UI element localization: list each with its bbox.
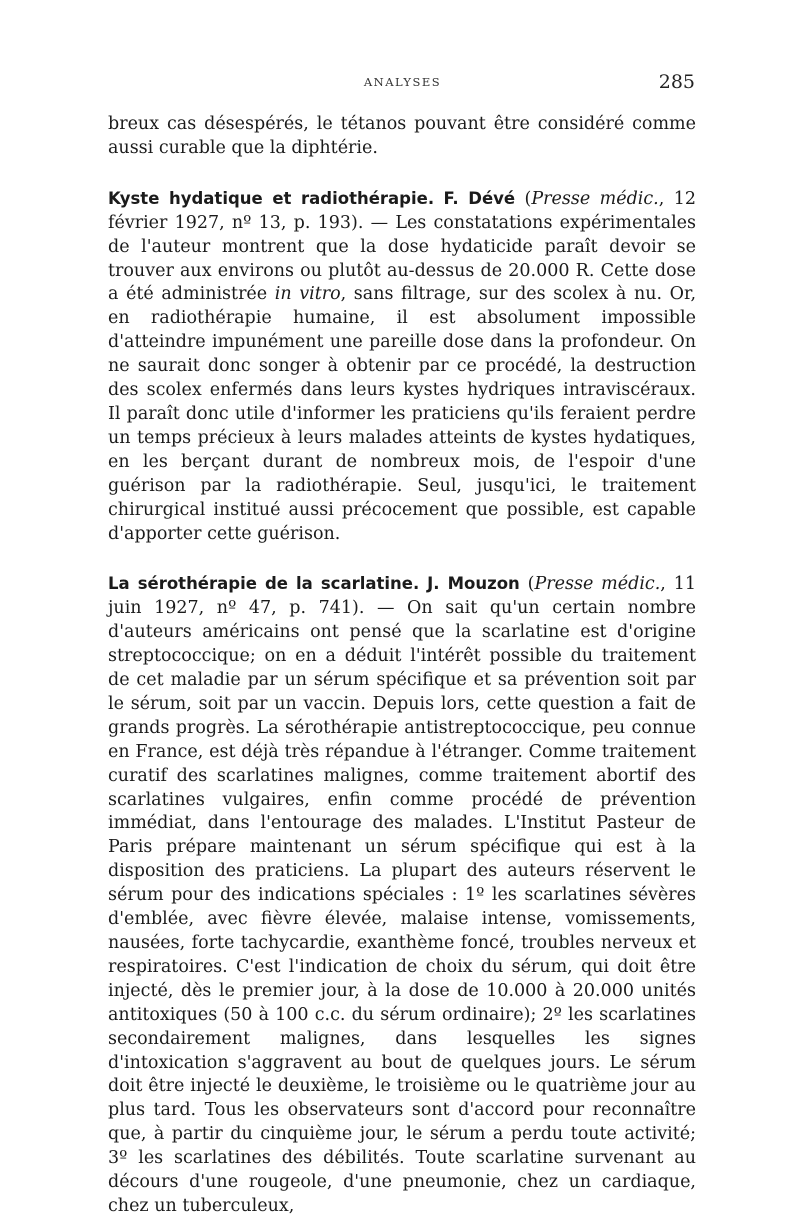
source-details: , 11 juin 1927, nº 47, p. 741). — [108, 574, 696, 619]
article-title: La sérothérapie de la scarlatine. — [108, 574, 420, 594]
article-body-part-1: — Les constatations expérimentales de l'auteur montrent que la dose hydaticide paraît devoir se trouver aux environs ou plutôt au-dessus de 20.000 R. Cette dose a été administrée — [108, 212, 696, 305]
intro-paragraph: breux cas désespérés, le tétanos pouvant être considéré comme aussi curable que la diphtérie. — [108, 114, 696, 158]
article-title: Kyste hydatique et radiothérapie. — [108, 188, 435, 208]
in-vitro-term: in vitro — [274, 284, 341, 305]
page-body — [108, 113, 696, 1219]
source-open: ( — [527, 574, 535, 595]
article-body-part-2: , sans filtrage, sur des scolex à nu. Or, en radiothérapie humaine, il est absolument impossible d'atteindre impunément une pareille dose dans la profondeur. On ne saurait donc songer à obtenir par ce procédé, la destruction des scolex enfermés dans leurs kystes hydriques intraviscéraux. Il paraît donc utile d'informer les praticiens qu'ils feraient perdre un temps précieux à leurs malades atteints de kystes hydatiques, en les berçant durant de nombreux mois, de l'espoir d'une guérison par la radiothérapie. Seul, jusqu'ici, le traitement chirurgical institué aussi précocement que possible, est capable d'apporter cette guérison. — [108, 284, 697, 544]
article-serotherapie-scarlatine — [108, 572, 696, 1218]
article-author: F. Dévé — [443, 188, 516, 208]
source-open: ( — [524, 188, 532, 209]
article-body: — On sait qu'un certain nombre d'auteurs américains ont pensé que la scarlatine est d'origine streptococcique; on en a déduit l'intérêt possible du traitement de cet maladie par un sérum spécifique et sa prévention soit par le sérum, soit par un vaccin. Depuis lors, cette question a fait de grands progrès. La sérothérapie antistreptococcique, peu connue en France, est déjà très répandue à l'étranger. Comme traitement curatif des scarlatines malignes, comme traitement abortif des scarlatines vulgaires, enfin comme procédé de prévention immédiat, dans l'entourage des malades. L'Institut Pasteur de Paris prépare maintenant un sérum spécifique qui est à la disposition des praticiens. La plupart des auteurs réservent le sérum pour des indications spéciales : 1º les scarlatines sévères d'emblée, avec fièvre élevée, malaise intense, vomissements, nausées, forte tachycardie, exanthème foncé, troubles nerveux et respiratoires. C'est l'indication de choix du sérum, qui doit être injecté, dès le premier jour, à la dose de 10.000 à 20.000 unités antitoxiques (50 à 100 c.c. du sérum ordinaire); 2º les scarlatines secondairement malignes, dans lesquelles les signes d'intoxication s'aggravent au bout de quelques jours. Le sérum doit être injecté le deuxième, le troisième ou le quatrième jour au plus tard. Tous les observateurs sont d'accord pour reconnaître que, à partir du cinquième jour, le sérum a perdu toute activité; 3º les scarlatines des débilités. Toute scarlatine survenant au décours d'une rougeole, d'une pneumonie, chez un cardiaque, chez un tuberculeux, — [108, 598, 696, 1216]
running-head: ANALYSES — [363, 75, 442, 89]
article-author: J. Mouzon — [427, 574, 520, 594]
journal-name: Presse médic. — [534, 574, 661, 595]
page-header — [110, 71, 695, 99]
article-kyste-hydatique — [108, 187, 696, 547]
page-number: 285 — [658, 71, 695, 93]
source-details: , 12 février 1927, nº 13, p. 193). — [108, 188, 696, 233]
journal-name: Presse médic. — [531, 188, 659, 209]
